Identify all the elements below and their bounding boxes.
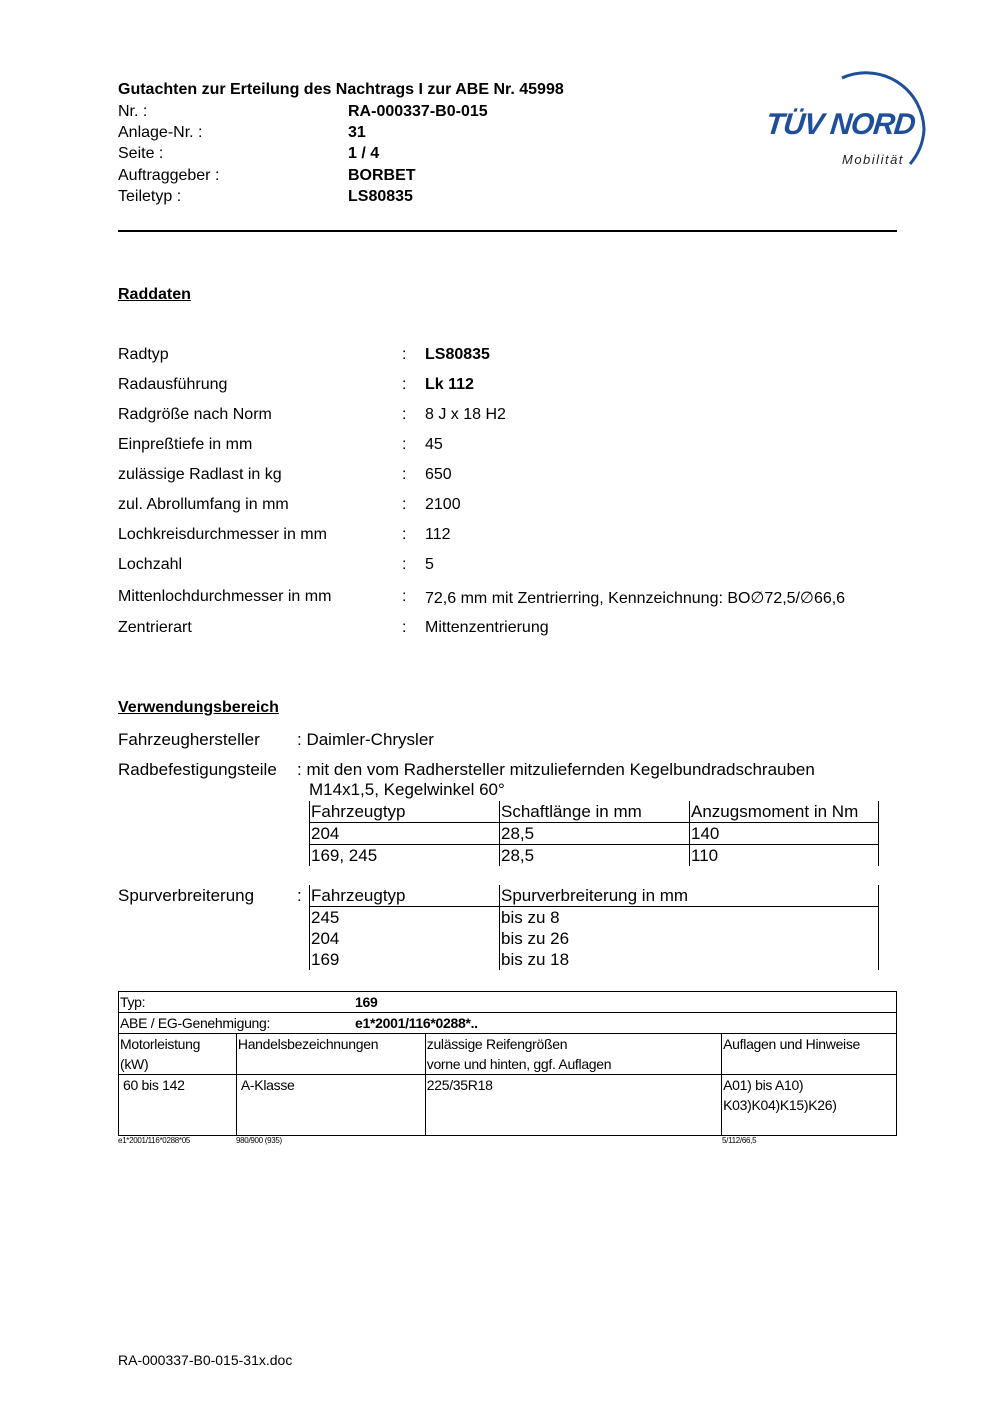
table-cell: 140 [690,823,879,845]
table-row [310,845,879,867]
header-label: Auftraggeber : [118,167,220,184]
notes-line: K03)K04)K15)K26) [723,1097,837,1113]
wheel-value: 45 [425,436,443,453]
table-cell [722,1075,897,1136]
table-cell: bis zu 8 [500,907,879,929]
wheel-label: Radtyp [118,346,169,363]
header-power-unit: (kW) [120,1056,149,1072]
approval-label: ABE / EG-Genehmigung: [120,1015,271,1031]
wheel-row: Zentrierart : Mittenzentrierung [118,619,549,636]
approval-row [119,1013,897,1034]
header-divider [118,230,897,232]
section-title-raddaten: Raddaten [118,286,191,303]
header-value: BORBET [348,167,416,184]
header-label: Anlage-Nr. : [118,124,203,141]
table-header-cell: Fahrzeugtyp [310,801,500,823]
vehicle-type-row [119,992,897,1013]
table-row [310,928,879,949]
fastener-label: Radbefestigungsteile [118,760,277,779]
vehicle-type-cell [119,992,897,1013]
table-cell: bis zu 26 [500,928,879,949]
table-header-cell: Spurverbreiterung in mm [500,885,879,907]
approval-value: e1*2001/116*0288*.. [355,1015,478,1031]
header-label: Nr. : [118,103,148,120]
wheel-label: Zentrierart [118,619,192,636]
table-header-row [119,1034,897,1075]
manufacturer-value: : Daimler-Chrysler [297,730,434,749]
footnote-bolt-pattern: 5/112/66,5 [722,1136,757,1145]
table-cell: 110 [690,845,879,867]
table-row [310,907,879,929]
tuv-nord-logo [760,58,945,173]
wheel-row: Radausführung : Lk 112 [118,376,474,393]
bolt-table [309,801,879,866]
table-row [310,823,879,845]
table-header-cell: Anzugsmoment in Nm [690,801,879,823]
type-label: Typ: [120,994,146,1010]
header-tyres-note: vorne und hinten, ggf. Auflagen [426,1056,612,1072]
wheel-row: zul. Abrollumfang in mm : 2100 [118,496,461,513]
wheel-label: Mittenlochdurchmesser in mm [118,588,332,605]
section-title-verwendungsbereich: Verwendungsbereich [118,699,279,716]
header-value: LS80835 [348,188,413,205]
manufacturer-label: Fahrzeughersteller [118,730,260,749]
footnote-approval: e1*2001/116*0288*05 [118,1136,191,1145]
footnote-masses: 980/900 (935) [236,1136,282,1145]
wheel-value: Lk 112 [425,376,474,393]
track-widening-label: Spurverbreiterung [118,886,255,905]
wheel-value: 5 [425,556,434,573]
wheel-label: zul. Abrollumfang in mm [118,496,289,513]
table-cell: 28,5 [500,845,690,867]
wheel-value: 112 [425,526,451,543]
table-header-cell [119,1034,237,1075]
table-header-cell: Fahrzeugtyp [310,885,500,907]
footer-filename: RA-000337-B0-015-31x.doc [118,1352,293,1368]
wheel-row: Radgröße nach Norm : 8 J x 18 H2 [118,406,506,423]
logo-subtitle: Mobilität [842,152,904,167]
table-header-cell: Handelsbezeichnungen [236,1034,425,1075]
table-cell: 60 bis 142 [119,1075,237,1136]
wheel-row: zulässige Radlast in kg : 650 [118,466,452,483]
table-cell: 225/35R18 [425,1075,721,1136]
wheel-value: Mittenzentrierung [425,619,549,636]
table-cell: A-Klasse [236,1075,425,1136]
table-cell: 169 [310,949,500,970]
table-cell: 169, 245 [310,845,500,867]
approval-cell [119,1013,897,1034]
wheel-label: Lochkreisdurchmesser in mm [118,526,327,543]
header-power: Motorleistung [120,1036,201,1052]
fastener-text: : mit den vom Radhersteller mitzuliefernden Kegelbundradschrauben [297,760,815,779]
wheel-row: Lochzahl : 5 [118,556,434,573]
table-cell: bis zu 18 [500,949,879,970]
table-cell: 204 [310,928,500,949]
wheel-label: zulässige Radlast in kg [118,466,282,483]
wheel-value: 2100 [425,496,461,513]
logo-brand: TÜV NORD [764,108,917,141]
table-cell: 245 [310,907,500,929]
type-value: 169 [355,994,378,1010]
wheel-label: Radgröße nach Norm [118,406,272,423]
wheel-value: 8 J x 18 H2 [425,406,506,423]
wheel-label: Radausführung [118,376,228,393]
vehicle-table [118,991,897,1136]
wheel-value: 72,6 mm mit Zentrierring, Kennzeichnung: BO∅72,5/∅66,6 [425,590,846,607]
table-header-row [310,885,879,907]
fastener-spec: M14x1,5, Kegelwinkel 60° [309,780,505,799]
wheel-value: 650 [425,466,452,483]
table-row [119,1075,897,1136]
header-tyres: zulässige Reifengrößen [426,1036,568,1052]
header-label: Seite : [118,145,164,162]
wheel-row: Einpreßtiefe in mm : 45 [118,436,443,453]
table-cell: 204 [310,823,500,845]
table-header-cell: Auflagen und Hinweise [722,1034,897,1075]
wheel-label: Lochzahl [118,556,183,573]
track-widening-colon: : [297,886,302,905]
wheel-label: Einpreßtiefe in mm [118,436,253,453]
header-value: 1 / 4 [348,145,380,162]
table-row [310,949,879,970]
header-value: RA-000337-B0-015 [348,103,488,120]
wheel-row: Mittenlochdurchmesser in mm : 72,6 mm mit Zentrierring, Kennzeichnung: BO∅72,5/∅66,6 [118,588,846,607]
header-value: 31 [348,124,366,141]
track-widening-table [309,885,879,970]
document-title: Gutachten zur Erteilung des Nachtrags I zur ABE Nr. 45998 [118,81,564,98]
notes-line: A01) bis A10) [723,1077,804,1093]
table-header-row [310,801,879,823]
table-header-cell: Schaftlänge in mm [500,801,690,823]
wheel-row: Radtyp : LS80835 [118,346,490,363]
header-label: Teiletyp : [118,188,182,205]
wheel-value: LS80835 [425,346,490,363]
table-cell: 28,5 [500,823,690,845]
wheel-row: Lochkreisdurchmesser in mm : 112 [118,526,451,543]
table-header-cell [425,1034,721,1075]
